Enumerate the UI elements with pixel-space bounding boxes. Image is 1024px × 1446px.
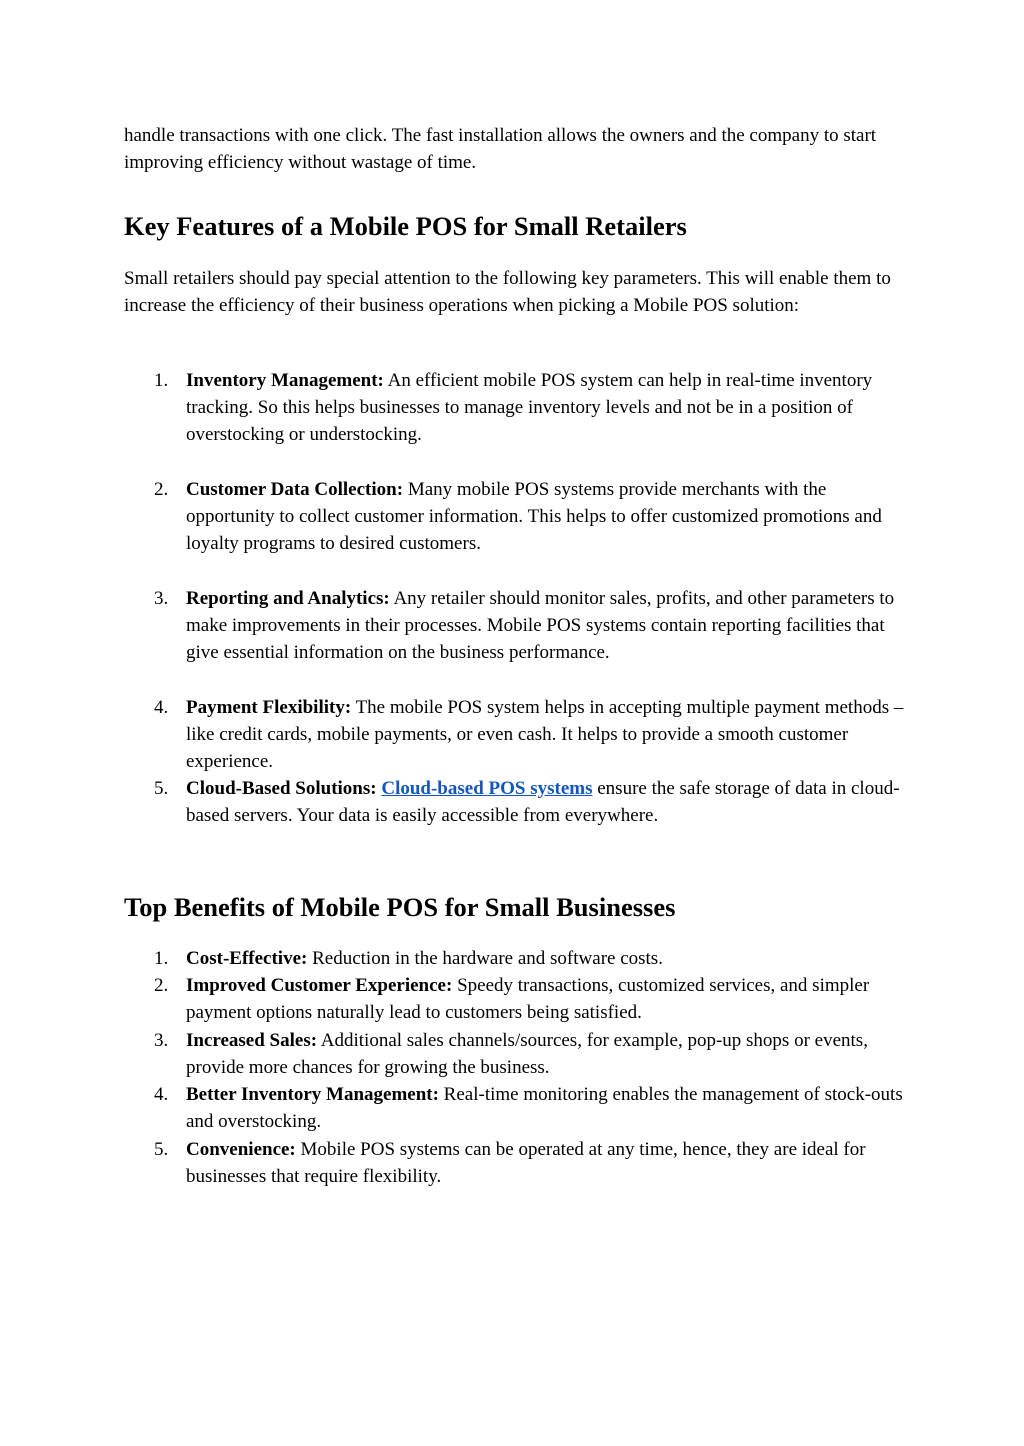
list-number: 1. [154,370,169,391]
item-text: Reduction in the hardware and software costs. [307,948,663,969]
feature-list-item [124,585,904,666]
section-heading-key-features: Key Features of a Mobile POS for Small Retailers [124,211,687,241]
item-text: Mobile POS systems can be operated at any time, hence, they are ideal for businesses that require flexibility. [186,1139,866,1187]
intro-paragraph: handle transactions with one click. The fast installation allows the owners and the company to start improving efficiency without wastage of time. [124,125,877,173]
feature-list-item [124,775,904,829]
item-title: Increased Sales: [186,1030,318,1051]
list-number: 3. [154,1030,169,1051]
benefit-list-item [124,1027,904,1081]
item-title: Inventory Management: [186,370,384,391]
item-title: Reporting and Analytics: [186,588,390,609]
item-title: Convenience: [186,1139,296,1160]
item-text: Many mobile POS systems provide merchants with the opportunity to collect customer information. This helps to offer customized promotions and loyalty programs to desired customers. [186,479,882,554]
item-title: Better Inventory Management: [186,1084,439,1105]
item-title: Cloud-Based Solutions: [186,778,377,799]
item-text: Speedy transactions, customized services, and simpler payment options naturally lead to customers being satisfied. [186,975,870,1023]
item-text: Additional sales channels/sources, for example, pop-up shops or events, provide more chances for growing the business. [186,1030,868,1078]
list-number: 2. [154,975,169,996]
key-features-intro: Small retailers should pay special attention to the following key parameters. This will enable them to increase the efficiency of their business operations when picking a Mobile POS solution: [124,268,891,316]
list-number: 5. [154,1139,169,1160]
cloud-pos-link[interactable]: Cloud-based POS systems [381,778,593,799]
item-title: Improved Customer Experience: [186,975,453,996]
list-number: 2. [154,479,169,500]
feature-list-item [124,694,904,775]
feature-list-item [124,367,904,448]
item-text: An efficient mobile POS system can help in real-time inventory tracking. So this helps businesses to manage inventory levels and not be in a position of overstocking or understocking. [186,370,873,445]
item-title: Customer Data Collection: [186,479,404,500]
benefit-list-item [124,1136,904,1190]
item-text: The mobile POS system helps in accepting multiple payment methods – like credit cards, mobile payments, or even cash. It helps to provide a smooth customer experience. [186,697,904,772]
item-title: Payment Flexibility: [186,697,352,718]
list-number: 1. [154,948,169,969]
item-text: ensure the safe storage of data in cloud-based servers. Your data is easily accessible from everywhere. [186,778,900,826]
list-number: 4. [154,1084,169,1105]
benefit-list-item [124,972,904,1026]
section-heading-benefits: Top Benefits of Mobile POS for Small Businesses [124,892,676,922]
benefit-list-item [124,1081,904,1135]
item-text: Real-time monitoring enables the management of stock-outs and overstocking. [186,1084,903,1132]
list-number: 3. [154,588,169,609]
item-text: Any retailer should monitor sales, profits, and other parameters to make improvements in their processes. Mobile POS systems contain reporting facilities that give essential information on the business performance. [186,588,895,663]
list-number: 4. [154,697,169,718]
list-number: 5. [154,778,169,799]
benefit-list-item [124,945,904,972]
item-title: Cost-Effective: [186,948,308,969]
feature-list-item [124,476,904,557]
